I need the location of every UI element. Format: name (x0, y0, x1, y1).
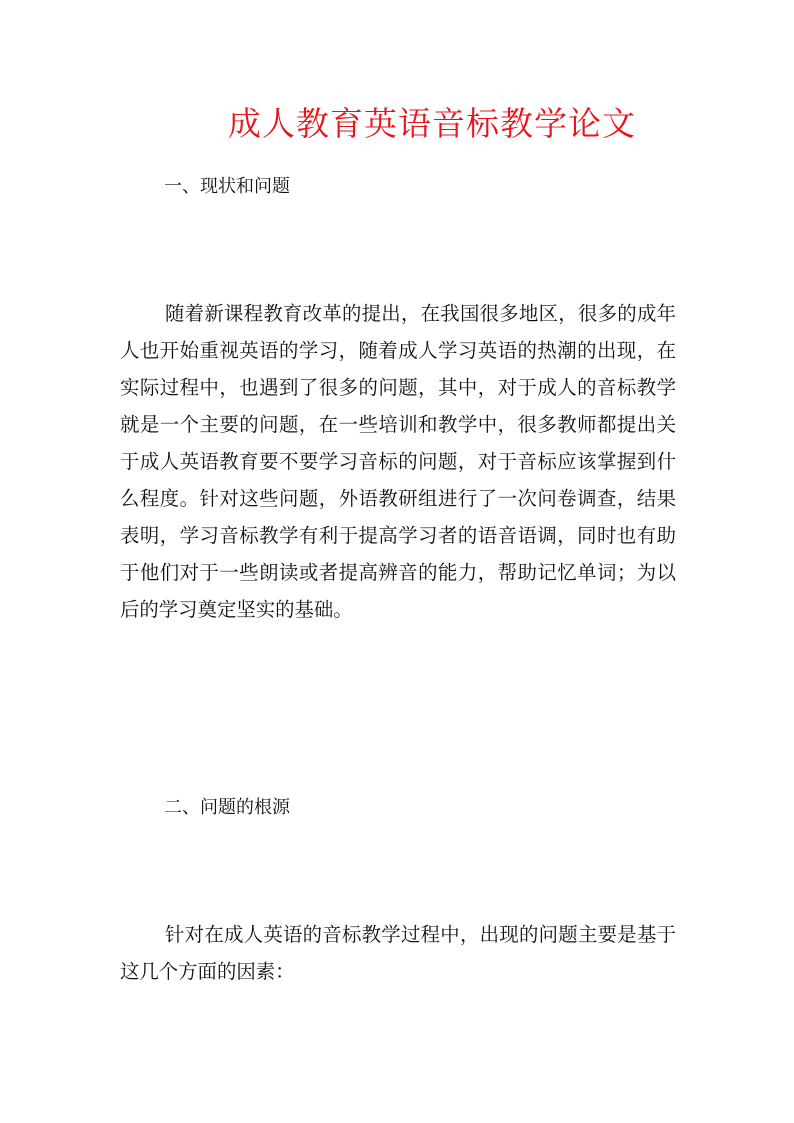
section-paragraph-status-and-problems: 随着新课程教育改革的提出，在我国很多地区，很多的成年人也开始重视英语的学习，随着成人学习英语的热潮的出现，在实际过程中，也遇到了很多的问题，其中，对于成人的音标教学就是一个主要的问题，在一些培训和教学中，很多教师都提出关于成人英语教育要不要学习音标的问题，对于音标应该掌握到什么程度。针对这些问题，外语教研组进行了一次问卷调查，结果表明，学习音标教学有利于提高学习者的语音语调，同时也有助于他们对于一些朗读或者提高辨音的能力，帮助记忆单词；为以后的学习奠定坚实的基础。 (120, 302, 676, 621)
section-paragraph-root-causes: 针对在成人英语的音标教学过程中，出现的问题主要是基于这几个方面的因素： (120, 923, 676, 983)
section-heading-status-and-problems: 一、现状和问题 (164, 176, 290, 197)
section-heading-root-causes: 二、问题的根源 (164, 797, 290, 818)
document-title: 成人教育英语音标教学论文 (228, 104, 636, 143)
